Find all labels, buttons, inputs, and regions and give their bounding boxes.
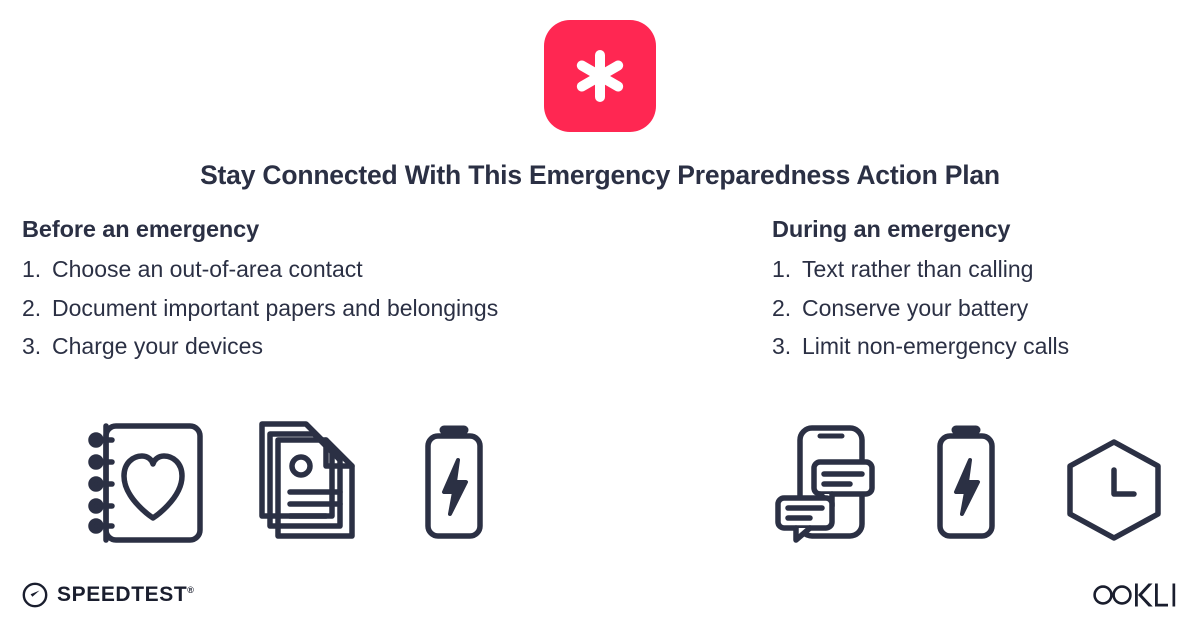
column-heading: During an emergency xyxy=(772,216,1011,242)
icon-group-before-emergency xyxy=(0,418,760,548)
notebook-heart-icon xyxy=(86,418,208,548)
emergency-badge xyxy=(544,20,656,132)
icon-notebook-heart xyxy=(86,418,208,548)
footer xyxy=(0,568,1200,630)
list-item-number: 3. xyxy=(772,333,792,359)
list-item-label: Limit non-emergency calls xyxy=(802,333,1070,359)
list-item-number: 3. xyxy=(22,333,42,359)
column-during-emergency xyxy=(760,216,1200,366)
column-before-emergency xyxy=(0,216,760,366)
list-item xyxy=(772,289,1176,328)
ookla-logo-icon xyxy=(1092,582,1178,608)
columns-container xyxy=(0,216,1200,366)
icon-group-during-emergency xyxy=(760,418,1200,548)
phone-messages-icon xyxy=(770,418,878,548)
list-item xyxy=(22,289,736,328)
icon-battery-bolt xyxy=(926,418,1006,548)
page-title: Stay Connected With This Emergency Preparedness Action Plan xyxy=(200,160,1000,190)
hexagon-clock-icon xyxy=(1054,418,1174,548)
icon-battery-bolt xyxy=(414,418,494,548)
icon-hexagon-clock xyxy=(1054,418,1174,548)
list-item-label: Choose an out-of-area contact xyxy=(52,256,363,282)
icon-stacked-documents xyxy=(256,418,366,548)
ookla-logo xyxy=(1092,582,1178,608)
list-item-number: 2. xyxy=(22,294,42,321)
column-heading: Before an emergency xyxy=(22,216,260,242)
list-item-label: Document important papers and belongings xyxy=(52,294,499,321)
list-item-number: 1. xyxy=(772,256,792,282)
list-item-number: 1. xyxy=(22,256,42,282)
battery-bolt-icon xyxy=(926,418,1006,548)
list-item xyxy=(22,327,736,366)
list-before-emergency xyxy=(22,250,736,366)
icon-phone-messages xyxy=(770,418,878,548)
list-item xyxy=(22,250,736,289)
list-item-label: Charge your devices xyxy=(52,333,263,359)
asterisk-icon xyxy=(571,47,629,105)
list-item xyxy=(772,250,1176,289)
icons-container xyxy=(0,418,1200,548)
list-item xyxy=(772,327,1176,366)
trademark-symbol: ® xyxy=(187,585,195,595)
speedtest-logo-icon xyxy=(22,582,48,608)
speedtest-brand xyxy=(22,582,195,608)
list-item-number: 2. xyxy=(772,294,792,321)
list-item-label: Conserve your battery xyxy=(802,294,1029,321)
stacked-documents-icon xyxy=(256,418,366,548)
list-during-emergency xyxy=(772,250,1176,366)
battery-bolt-icon xyxy=(414,418,494,548)
badge-container xyxy=(0,0,1200,132)
brand-name: SPEEDTEST® xyxy=(57,583,195,606)
list-item-label: Text rather than calling xyxy=(802,256,1034,282)
